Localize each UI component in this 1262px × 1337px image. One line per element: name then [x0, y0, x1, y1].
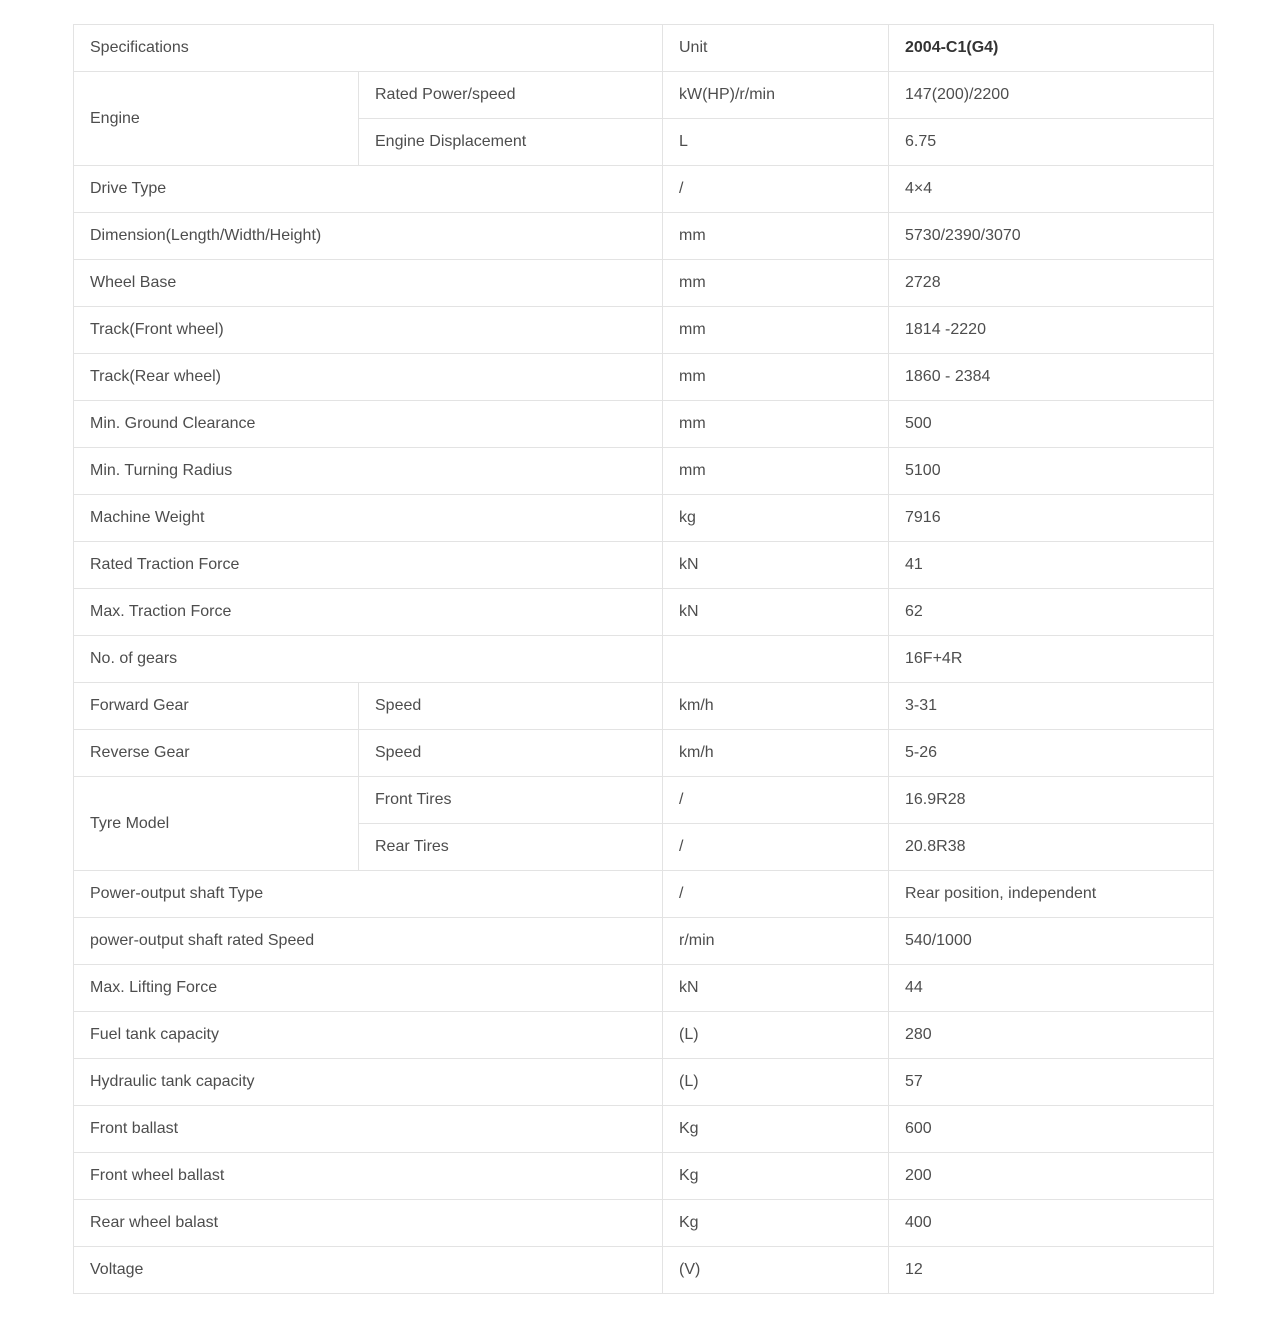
row-label: Min. Turning Radius: [74, 448, 663, 495]
row-value: Rear position, independent: [889, 871, 1214, 918]
header-model: 2004-C1(G4): [889, 25, 1214, 72]
table-header-row: [74, 25, 1214, 72]
table-row: [74, 589, 1214, 636]
row-label: power-output shaft rated Speed: [74, 918, 663, 965]
table-row: [74, 72, 1214, 119]
table-row: [74, 213, 1214, 260]
row-unit: Kg: [663, 1200, 889, 1247]
row-value: 62: [889, 589, 1214, 636]
row-sublabel: Speed: [359, 730, 663, 777]
header-unit: Unit: [663, 25, 889, 72]
table-row: [74, 260, 1214, 307]
row-sublabel: Rated Power/speed: [359, 72, 663, 119]
row-unit: kN: [663, 589, 889, 636]
row-value: 4×4: [889, 166, 1214, 213]
row-unit: /: [663, 777, 889, 824]
row-value: 16.9R28: [889, 777, 1214, 824]
row-label: Power-output shaft Type: [74, 871, 663, 918]
row-label: No. of gears: [74, 636, 663, 683]
row-value: 3-31: [889, 683, 1214, 730]
row-value: 20.8R38: [889, 824, 1214, 871]
row-unit: /: [663, 871, 889, 918]
row-value: 57: [889, 1059, 1214, 1106]
table-row: [74, 166, 1214, 213]
row-value: 200: [889, 1153, 1214, 1200]
table-row: [74, 401, 1214, 448]
table-row: [74, 965, 1214, 1012]
table-row: [74, 495, 1214, 542]
row-unit: mm: [663, 213, 889, 260]
table-row: [74, 1012, 1214, 1059]
row-unit: Kg: [663, 1106, 889, 1153]
row-unit: mm: [663, 260, 889, 307]
row-label: Dimension(Length/Width/Height): [74, 213, 663, 260]
table-row: [74, 683, 1214, 730]
header-specifications: Specifications: [74, 25, 663, 72]
row-unit: /: [663, 166, 889, 213]
row-value: 280: [889, 1012, 1214, 1059]
row-label: Max. Lifting Force: [74, 965, 663, 1012]
row-value: 400: [889, 1200, 1214, 1247]
row-value: 5100: [889, 448, 1214, 495]
row-label: Front wheel ballast: [74, 1153, 663, 1200]
row-unit: mm: [663, 401, 889, 448]
table-row: [74, 1247, 1214, 1294]
row-label: Drive Type: [74, 166, 663, 213]
row-unit: r/min: [663, 918, 889, 965]
row-label-tyre: Tyre Model: [74, 777, 359, 871]
row-unit: km/h: [663, 730, 889, 777]
row-unit: kW(HP)/r/min: [663, 72, 889, 119]
row-label: Fuel tank capacity: [74, 1012, 663, 1059]
row-label: Wheel Base: [74, 260, 663, 307]
row-value: 147(200)/2200: [889, 72, 1214, 119]
row-unit: mm: [663, 448, 889, 495]
table-row: [74, 1059, 1214, 1106]
row-label: Reverse Gear: [74, 730, 359, 777]
row-value: 500: [889, 401, 1214, 448]
row-value: 44: [889, 965, 1214, 1012]
row-value: 5-26: [889, 730, 1214, 777]
row-unit: (L): [663, 1012, 889, 1059]
row-unit: /: [663, 824, 889, 871]
table-row: [74, 730, 1214, 777]
table-row: [74, 1106, 1214, 1153]
row-label: Forward Gear: [74, 683, 359, 730]
table-row: [74, 871, 1214, 918]
row-value: 1814 -2220: [889, 307, 1214, 354]
row-unit: kN: [663, 965, 889, 1012]
table-row: [74, 636, 1214, 683]
row-unit: mm: [663, 354, 889, 401]
row-unit: [663, 636, 889, 683]
row-sublabel: Front Tires: [359, 777, 663, 824]
row-value: 41: [889, 542, 1214, 589]
row-value: 6.75: [889, 119, 1214, 166]
row-unit: km/h: [663, 683, 889, 730]
row-unit: (V): [663, 1247, 889, 1294]
table-row: [74, 1200, 1214, 1247]
row-value: 5730/2390/3070: [889, 213, 1214, 260]
table-row: [74, 1153, 1214, 1200]
table-row: [74, 354, 1214, 401]
row-label: Min. Ground Clearance: [74, 401, 663, 448]
row-value: 1860 - 2384: [889, 354, 1214, 401]
table-row: [74, 542, 1214, 589]
row-value: 7916: [889, 495, 1214, 542]
table-row: [74, 307, 1214, 354]
row-label: Track(Rear wheel): [74, 354, 663, 401]
row-sublabel: Speed: [359, 683, 663, 730]
row-value: 600: [889, 1106, 1214, 1153]
row-value: 2728: [889, 260, 1214, 307]
row-value: 540/1000: [889, 918, 1214, 965]
row-unit: kg: [663, 495, 889, 542]
row-label-engine: Engine: [74, 72, 359, 166]
row-value: 16F+4R: [889, 636, 1214, 683]
row-sublabel: Engine Displacement: [359, 119, 663, 166]
specifications-table: [73, 24, 1214, 1294]
row-label: Track(Front wheel): [74, 307, 663, 354]
row-unit: (L): [663, 1059, 889, 1106]
row-sublabel: Rear Tires: [359, 824, 663, 871]
table-row: [74, 448, 1214, 495]
row-label: Voltage: [74, 1247, 663, 1294]
row-unit: kN: [663, 542, 889, 589]
table-row: [74, 918, 1214, 965]
row-value: 12: [889, 1247, 1214, 1294]
row-label: Front ballast: [74, 1106, 663, 1153]
row-label: Machine Weight: [74, 495, 663, 542]
row-unit: mm: [663, 307, 889, 354]
row-label: Hydraulic tank capacity: [74, 1059, 663, 1106]
table-row: [74, 777, 1214, 824]
row-label: Rear wheel balast: [74, 1200, 663, 1247]
row-unit: L: [663, 119, 889, 166]
row-unit: Kg: [663, 1153, 889, 1200]
row-label: Rated Traction Force: [74, 542, 663, 589]
row-label: Max. Traction Force: [74, 589, 663, 636]
